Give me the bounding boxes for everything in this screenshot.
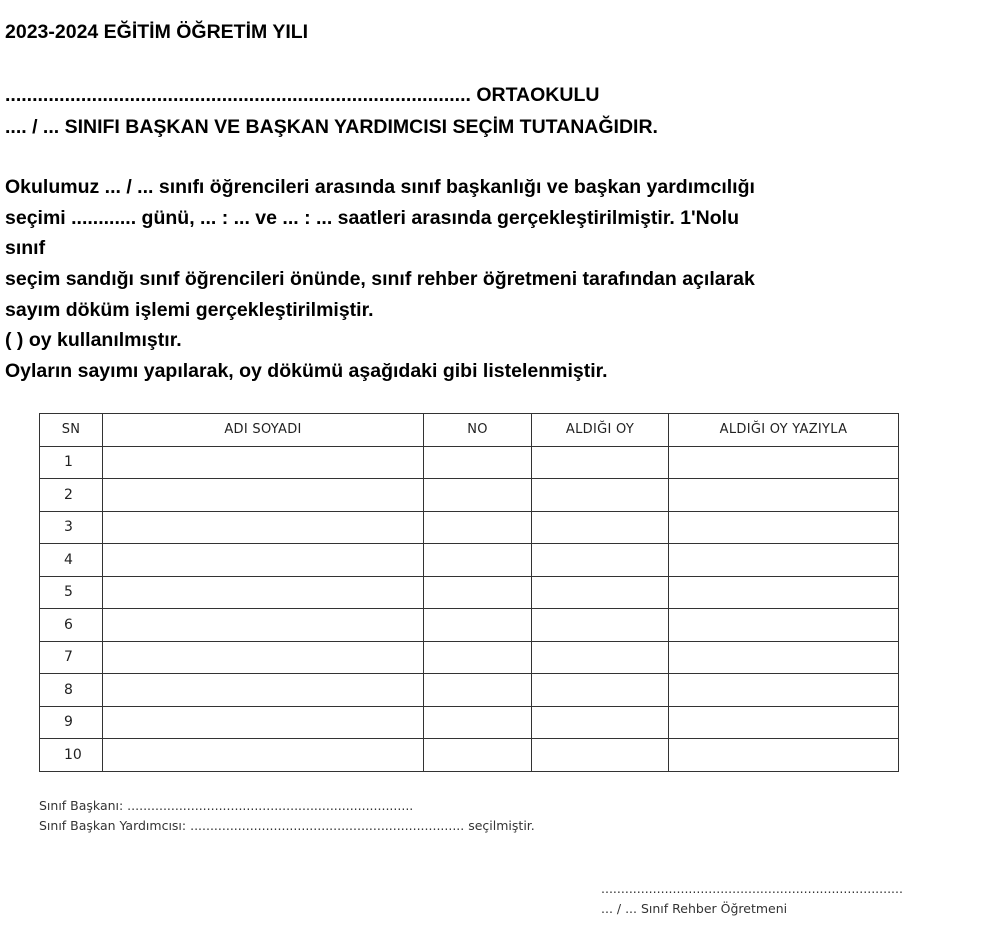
votes-cell[interactable] (532, 576, 669, 609)
teacher-signature-label: ... / ... Sınıf Rehber Öğretmeni (601, 901, 788, 916)
votes-words-cell[interactable] (669, 479, 899, 512)
name-cell[interactable] (103, 674, 424, 707)
number-cell[interactable] (424, 739, 532, 772)
votes-words-cell[interactable] (669, 446, 899, 479)
row-number: 6 (40, 609, 103, 642)
votes-cell[interactable] (532, 446, 669, 479)
number-cell[interactable] (424, 544, 532, 577)
table-row (40, 641, 899, 674)
paragraph-line: Okulumuz ... / ... sınıfı öğrencileri arasında sınıf başkanlığı ve başkan yardımcılığı (5, 176, 755, 198)
votes-words-cell[interactable] (669, 739, 899, 772)
votes-cell[interactable] (532, 609, 669, 642)
column-header-votes: ALDIĞI OY (532, 414, 669, 447)
row-number: 10 (40, 739, 103, 772)
votes-words-cell[interactable] (669, 674, 899, 707)
votes-words-cell[interactable] (669, 511, 899, 544)
paragraph-line: ( ) oy kullanılmıştır. (5, 329, 182, 352)
paragraph-line: seçimi ............ günü, ... : ... ve ... : ... saatleri arasında gerçekleştirilmiştir. 1'Nolu (5, 206, 739, 229)
table-row (40, 609, 899, 642)
votes-cell[interactable] (532, 641, 669, 674)
table-row (40, 576, 899, 609)
name-cell[interactable] (103, 609, 424, 642)
row-number: 7 (40, 641, 103, 674)
paragraph-line: sayım döküm işlemi gerçekleştirilmiştir. (5, 298, 374, 321)
row-number: 4 (40, 544, 103, 577)
votes-words-cell[interactable] (669, 544, 899, 577)
name-cell[interactable] (103, 446, 424, 479)
number-cell[interactable] (424, 641, 532, 674)
votes-cell[interactable] (532, 706, 669, 739)
votes-words-cell[interactable] (669, 609, 899, 642)
name-cell[interactable] (103, 576, 424, 609)
name-cell[interactable] (103, 739, 424, 772)
table-row (40, 674, 899, 707)
number-cell[interactable] (424, 511, 532, 544)
table-row (40, 544, 899, 577)
row-number: 3 (40, 511, 103, 544)
row-number: 1 (40, 446, 103, 479)
table-row (40, 706, 899, 739)
name-cell[interactable] (103, 544, 424, 577)
name-cell[interactable] (103, 511, 424, 544)
minutes-title: .... / ... SINIFI BAŞKAN VE BAŞKAN YARDIMCISI SEÇİM TUTANAĞIDIR. (5, 116, 658, 138)
school-name-line: ...................................................................................... ORTAOKULU (5, 84, 600, 106)
class-president-line: Sınıf Başkanı: ........................................................................ (39, 798, 414, 813)
votes-words-cell[interactable] (669, 641, 899, 674)
column-header-number: NO (424, 414, 532, 447)
votes-cell[interactable] (532, 511, 669, 544)
number-cell[interactable] (424, 576, 532, 609)
name-cell[interactable] (103, 706, 424, 739)
intro-paragraph (5, 172, 995, 387)
number-cell[interactable] (424, 479, 532, 512)
votes-cell[interactable] (532, 544, 669, 577)
row-number: 8 (40, 674, 103, 707)
number-cell[interactable] (424, 609, 532, 642)
column-header-sn: SN (40, 414, 103, 447)
vote-count-table (39, 413, 899, 772)
teacher-signature-dots: ............................................................................ (601, 881, 903, 896)
table-row (40, 511, 899, 544)
column-header-votes-in-words: ALDIĞI OY YAZIYLA (669, 414, 899, 447)
votes-cell[interactable] (532, 479, 669, 512)
paragraph-line: Oyların sayımı yapılarak, oy dökümü aşağıdaki gibi listelenmiştir. (5, 360, 608, 383)
number-cell[interactable] (424, 706, 532, 739)
year-title: 2023-2024 EĞİTİM ÖĞRETİM YILI (5, 21, 309, 43)
votes-words-cell[interactable] (669, 706, 899, 739)
table-row (40, 739, 899, 772)
row-number: 9 (40, 706, 103, 739)
table-header-row (40, 414, 899, 447)
votes-words-cell[interactable] (669, 576, 899, 609)
paragraph-line: seçim sandığı sınıf öğrencileri önünde, sınıf rehber öğretmeni tarafından açılarak (5, 268, 755, 291)
votes-cell[interactable] (532, 739, 669, 772)
table-row (40, 446, 899, 479)
row-number: 5 (40, 576, 103, 609)
name-cell[interactable] (103, 641, 424, 674)
table-row (40, 479, 899, 512)
votes-cell[interactable] (532, 674, 669, 707)
paragraph-line: sınıf (5, 237, 46, 260)
column-header-name: ADI SOYADI (103, 414, 424, 447)
number-cell[interactable] (424, 446, 532, 479)
vice-president-line: Sınıf Başkan Yardımcısı: ..................................................................... seçilmiştir. (39, 818, 535, 833)
row-number: 2 (40, 479, 103, 512)
name-cell[interactable] (103, 479, 424, 512)
number-cell[interactable] (424, 674, 532, 707)
